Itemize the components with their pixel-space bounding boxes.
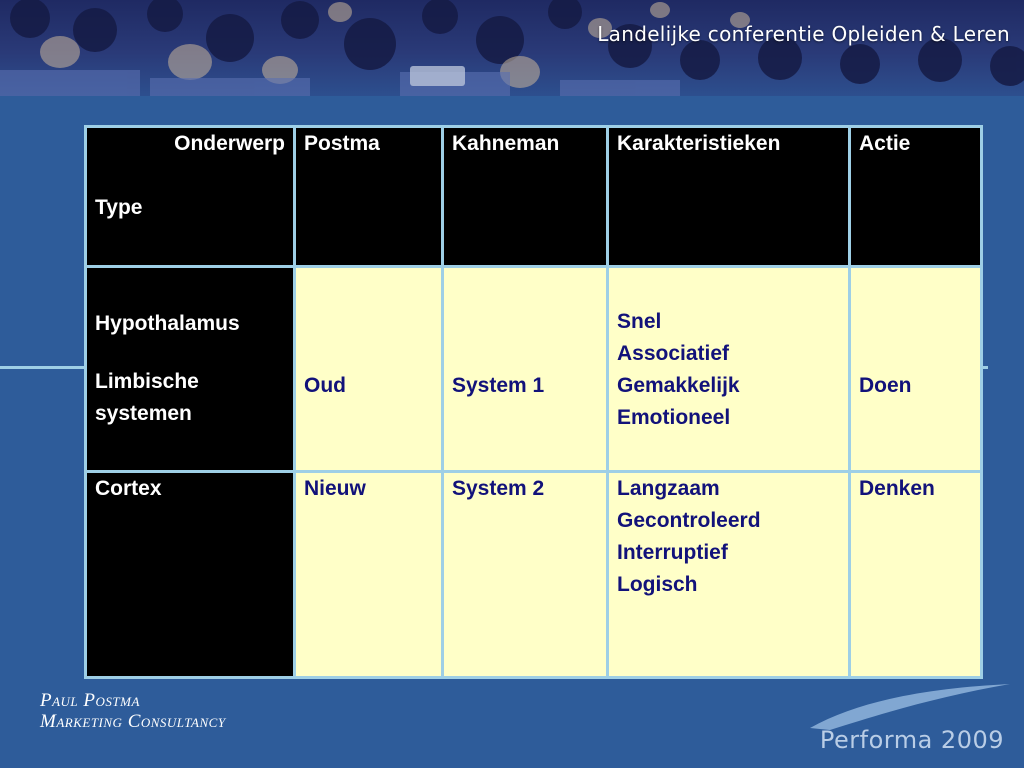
kahneman-system2: System 2	[443, 472, 608, 678]
actie-denken: Denken	[850, 472, 982, 678]
trait-item: Interruptief	[617, 541, 728, 564]
header-onderwerp: Onderwerp	[174, 132, 285, 155]
header-type-cell	[86, 127, 295, 267]
table-row	[86, 472, 982, 678]
header-postma: Postma	[295, 127, 443, 267]
type-limbic: Limbische systemen	[95, 370, 199, 425]
type-hypothalamus: Hypothalamus	[95, 312, 240, 335]
header-type: Type	[95, 196, 143, 219]
actie-doen: Doen	[850, 267, 982, 472]
header-actie: Actie	[850, 127, 982, 267]
table-row	[86, 267, 982, 472]
company-logo	[40, 690, 226, 732]
trait-item: Logisch	[617, 573, 698, 596]
conference-title: Landelijke conferentie Opleiden & Leren	[597, 22, 1010, 46]
type-cell-limbic	[86, 267, 295, 472]
kahneman-system1: System 1	[443, 267, 608, 472]
event-name: Performa 2009	[819, 726, 1004, 754]
trait-item: Snel	[617, 310, 662, 333]
characteristics-limbic	[608, 267, 850, 472]
trait-item: Gemakkelijk	[617, 374, 740, 397]
characteristics-cortex	[608, 472, 850, 678]
audience-photo	[0, 0, 1024, 96]
logo-line-1: Paul Postma	[40, 690, 140, 711]
trait-item: Associatief	[617, 342, 730, 365]
postma-oud: Oud	[295, 267, 443, 472]
header-banner	[0, 0, 1024, 96]
trait-item: Gecontroleerd	[617, 509, 761, 532]
trait-item: Langzaam	[617, 477, 720, 500]
header-karakteristieken: Karakteristieken	[608, 127, 850, 267]
type-cortex: Cortex	[86, 472, 295, 678]
table-header-row	[86, 127, 982, 267]
postma-nieuw: Nieuw	[295, 472, 443, 678]
logo-line-2: Marketing Consultancy	[40, 711, 226, 732]
trait-item: Emotioneel	[617, 406, 731, 429]
header-kahneman: Kahneman	[443, 127, 608, 267]
brain-systems-table	[84, 125, 983, 679]
